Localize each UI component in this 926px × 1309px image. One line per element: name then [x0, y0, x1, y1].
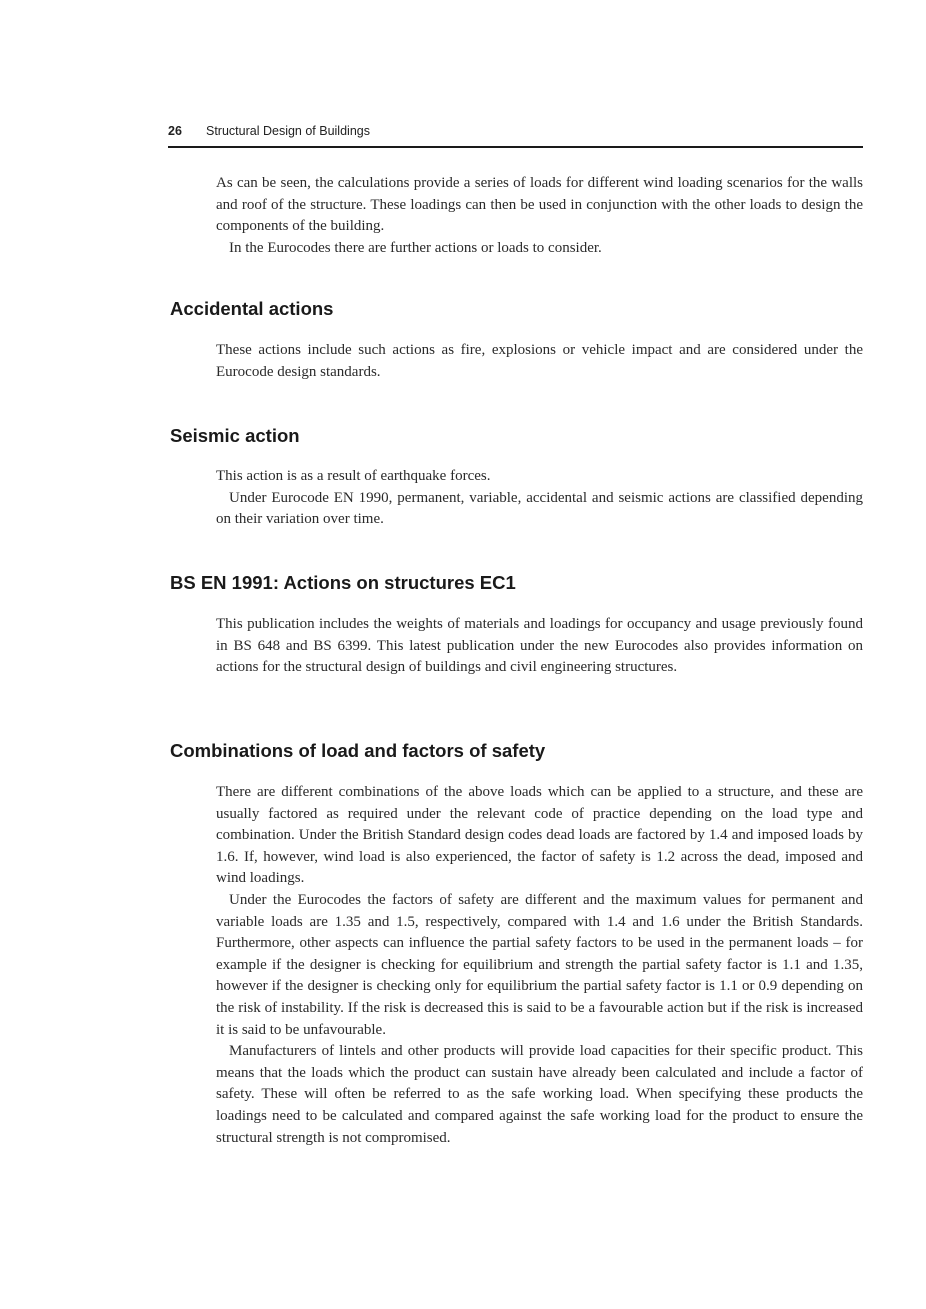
page-number: 26 — [168, 124, 182, 138]
section-heading-seismic-action: Seismic action — [170, 425, 300, 446]
paragraph: Manufacturers of lintels and other products will provide load capacities for their specific product. This means that the loads which the product can sustain have already been calculated and include a factor of safety. These will often be referred to as the safe working load. When specifying these products the loadings need to be calculated and compared against the safe working load for the product to ensure the structural strength is not compromised. — [216, 1043, 863, 1146]
paragraph: This publication includes the weights of materials and loadings for occupancy and usage previously found in BS 648 and BS 6399. This latest publication under the new Eurocodes also provides information on actions for the structural design of buildings and civil engineering structures. — [216, 616, 863, 676]
header-rule — [168, 146, 863, 148]
section-text-accidental-actions — [216, 340, 863, 383]
paragraph: There are different combinations of the above loads which can be applied to a structure, and these are usually factored as required under the relevant code of practice depending on the load type and combination. Under the British Standard design codes dead loads are factored by 1.4 and imposed loads by 1.6. If, however, wind load is also experienced, the factor of safety is 1.2 across the dead, imposed and wind loadings. — [216, 784, 863, 887]
section-text-bs-en-1991 — [216, 614, 863, 679]
paragraph: Under Eurocode EN 1990, permanent, variable, accidental and seismic actions are classified depending on their variation over time. — [216, 489, 863, 528]
running-head — [168, 121, 863, 141]
book-title: Structural Design of Buildings — [206, 124, 370, 138]
section-heading-bs-en-1991: BS EN 1991: Actions on structures EC1 — [170, 572, 516, 593]
paragraph: Under the Eurocodes the factors of safety are different and the maximum values for permanent and variable loads are 1.35 and 1.5, respectively, compared with 1.4 and 1.6 under the British Standards. Furthermore, other aspects can influence the partial safety factors to be used in the permanent loads – for example if the designer is checking for equilibrium and strength the partial safety factor is 1.1 and 1.35, however if the designer is checking only for equilibrium the partial safety factor is 1.1 or 0.9 depending on the risk of instability. If the risk is decreased this is said to be a favourable action but if the risk is increased it is said to be unfavourable. — [216, 891, 863, 1038]
section-text-combinations-of-load — [216, 782, 863, 1149]
paragraph: In the Eurocodes there are further actions or loads to consider. — [229, 239, 602, 256]
section-text-seismic-action — [216, 466, 863, 531]
intro-text — [216, 173, 863, 259]
section-heading-combinations-of-load: Combinations of load and factors of safety — [170, 740, 546, 761]
paragraph: This action is as a result of earthquake forces. — [216, 468, 491, 484]
paragraph: These actions include such actions as fire, explosions or vehicle impact and are considered under the Eurocode design standards. — [216, 342, 863, 380]
paragraph: As can be seen, the calculations provide a series of loads for different wind loading scenarios for the walls and roof of the structure. These loadings can then be used in conjunction with the other loads to design the components of the building. — [216, 175, 863, 235]
section-heading-accidental-actions: Accidental actions — [170, 298, 334, 319]
